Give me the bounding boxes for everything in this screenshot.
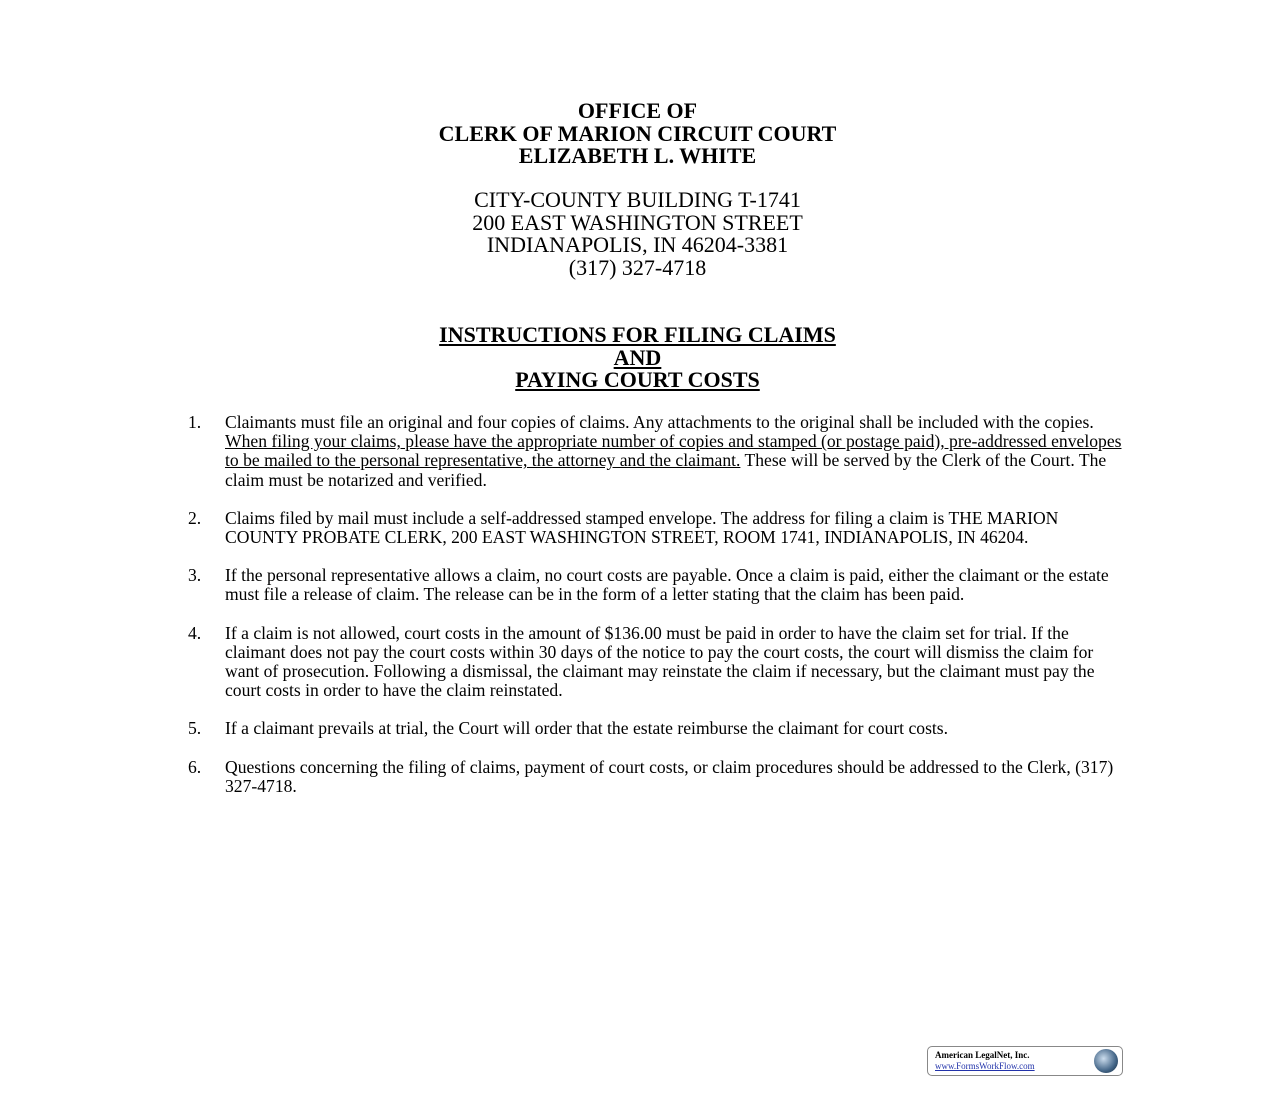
logo-url-link[interactable]: www.FormsWorkFlow.com [935, 1061, 1035, 1071]
list-item [188, 758, 1123, 796]
title-line: PAYING COURT COSTS [515, 367, 760, 392]
list-item [188, 413, 1123, 490]
item-text-underlined: When filing your claims, please have the appropriate number of copies and stamped (or postage paid), pre-addressed envelopes to be mailed to the personal representative, the attorney and the claimant. [225, 431, 1122, 471]
item-text: If a claimant prevails at trial, the Court will order that the estate reimburse the claimant for court costs. [225, 718, 949, 739]
item-text: Claimants must file an original and four copies of claims. Any attachments to the original shall be included with the copies. [225, 412, 1094, 432]
list-item [188, 719, 1123, 738]
office-line: OFFICE OF [577, 98, 698, 123]
item-text: Questions concerning the filing of claims, payment of court costs, or claim procedures should be addressed to the Clerk, (317) 327-4718. [225, 756, 1114, 796]
address-line: 200 EAST WASHINGTON STREET [472, 209, 803, 235]
instruction-list [188, 413, 1123, 815]
office-header [0, 100, 1275, 168]
item-number: 3. [188, 565, 202, 586]
title-line: AND [613, 344, 662, 370]
document-title [0, 324, 1275, 392]
address-line: CITY-COUNTY BUILDING T-1741 [474, 187, 801, 212]
legalnet-logo-badge [927, 1046, 1123, 1076]
list-item [188, 624, 1123, 701]
address-line: (317) 327-4718 [568, 254, 707, 280]
item-text: If the personal representative allows a claim, no court costs are payable. Once a claim is paid, either the claimant or the estate must file a release of claim. The release can be in the form of a letter stating that the claim has been paid. [225, 565, 1109, 605]
item-text: If a claim is not allowed, court costs in the amount of $136.00 must be paid in order to have the claim set for trial. If the claimant does not pay the court costs within 30 days of the notice to pay the court costs, the court will dismiss the claim for want of prosecution. Following a dismissal, the claimant may reinstate the claim if necessary, but the claimant must pay the court costs in order to have the claim reinstated. [225, 622, 1095, 701]
address-block [0, 189, 1275, 279]
address-line: INDIANAPOLIS, IN 46204-3381 [486, 232, 789, 257]
item-text: Claims filed by mail must include a self-addressed stamped envelope. The address for filing a claim is THE MARION COUNTY PROBATE CLERK, 200 EAST WASHINGTON STREET, ROOM 1741, INDIANAPOLIS, IN 46204. [225, 507, 1059, 548]
item-number: 2. [188, 507, 202, 528]
item-number: 6. [188, 756, 202, 777]
office-line: CLERK OF MARION CIRCUIT COURT [438, 120, 837, 146]
office-line: ELIZABETH L. WHITE [518, 143, 757, 168]
globe-icon [1094, 1049, 1118, 1073]
item-number: 5. [188, 718, 202, 739]
title-line: INSTRUCTIONS FOR FILING CLAIMS [439, 322, 836, 347]
item-number: 1. [188, 412, 202, 432]
logo-company-name: American LegalNet, Inc. [935, 1050, 1030, 1060]
list-item [188, 566, 1123, 604]
list-item [188, 509, 1123, 547]
item-number: 4. [188, 622, 202, 643]
item-text: These will be served by the Clerk of the Court. The claim must be notarized and verified. [225, 450, 1107, 490]
